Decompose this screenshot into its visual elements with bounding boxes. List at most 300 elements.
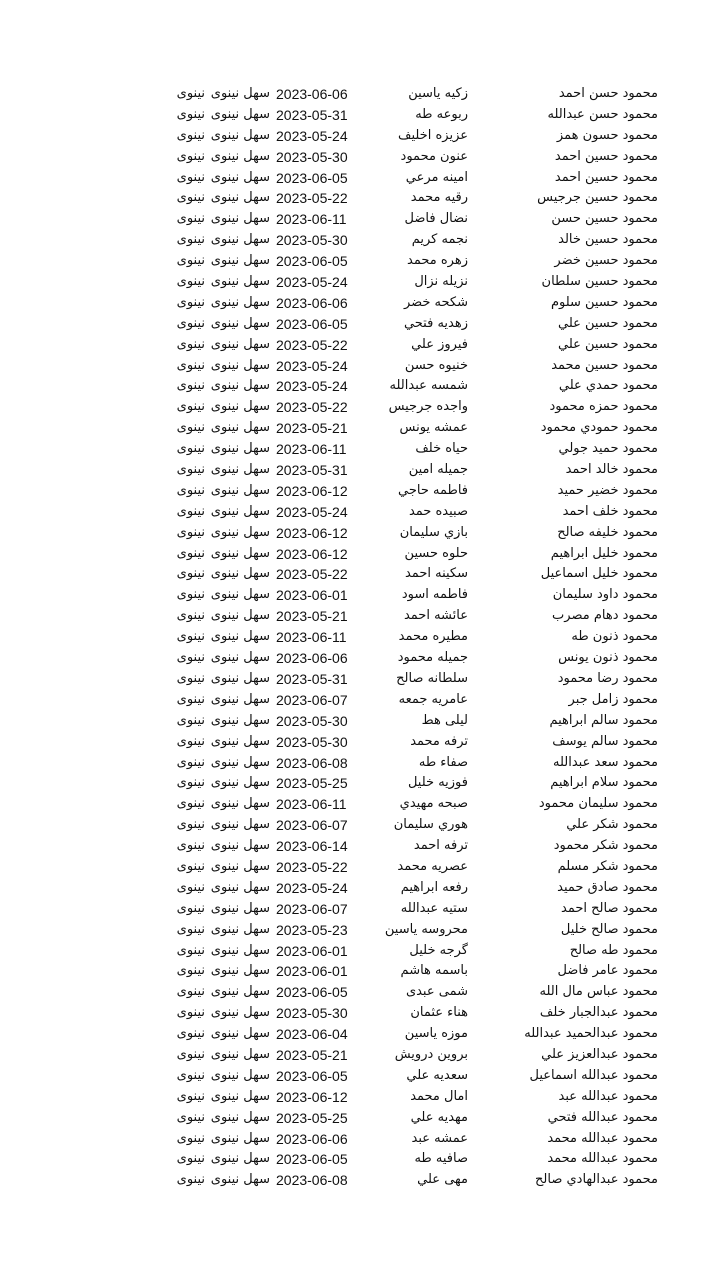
record-date: 2023-06-08 [276,754,348,771]
record-date: 2023-06-05 [276,984,348,1001]
governorate-name: نينوى [176,127,205,143]
governorate-name: نينوى [176,733,205,749]
mother-name: هوري سليمان [393,817,468,833]
governorate-name: نينوى [176,1026,205,1042]
table-row [0,84,720,105]
record-date: 2023-06-05 [276,253,348,270]
person-name: محمود سالم يوسف [552,733,658,749]
person-name: محمود عبدالعزيز علي [541,1046,658,1062]
area-name: سهل نينوى [210,127,270,143]
mother-name: نجمه كريم [411,232,468,248]
mother-name: شكحه خضر [403,294,468,310]
person-name: محمود خضير حميد [557,482,658,498]
record-date: 2023-06-01 [276,963,348,980]
governorate-name: نينوى [176,420,205,436]
mother-name: زهديه فتحي [403,315,468,331]
area-name: سهل نينوى [210,858,270,874]
area-name: سهل نينوى [210,838,270,854]
person-name: محمود حسن احمد [558,86,658,101]
governorate-name: نينوى [176,357,205,373]
mother-name: ستيه عبدالله [400,900,468,916]
table-row [0,899,720,920]
record-date: 2023-06-01 [276,587,348,604]
record-date: 2023-05-24 [276,378,348,395]
mother-name: ترفه احمد [413,838,468,854]
area-name: سهل نينوى [210,1026,270,1042]
record-date: 2023-06-11 [276,211,347,228]
area-name: سهل نينوى [210,399,270,415]
record-date: 2023-06-07 [276,691,348,708]
table-row [0,523,720,544]
table-row [0,1024,720,1045]
person-name: محمود صالح خليل [560,921,658,937]
area-name: سهل نينوى [210,420,270,436]
mother-name: شمى عبدى [405,984,468,1000]
area-name: سهل نينوى [210,190,270,206]
person-name: محمود حسون همز [556,127,658,143]
area-name: سهل نينوى [210,608,270,624]
table-row [0,1087,720,1108]
area-name: سهل نينوى [210,650,270,666]
governorate-name: نينوى [176,691,205,707]
mother-name: ربوعه طه [415,106,468,122]
area-name: سهل نينوى [210,503,270,519]
person-name: محمود شكر محمود [553,838,658,854]
area-name: سهل نينوى [210,587,270,603]
mother-name: باسمه هاشم [400,963,468,979]
table-row [0,690,720,711]
record-date: 2023-06-12 [276,545,348,562]
record-date: 2023-06-05 [276,315,348,332]
record-date: 2023-05-30 [276,148,348,165]
governorate-name: نينوى [176,754,205,770]
governorate-name: نينوى [176,1088,205,1104]
mother-name: فاطمه حاجي [397,482,468,498]
mother-name: زكيه ياسين [408,86,468,101]
person-name: محمود رضا محمود [557,670,658,686]
area-name: سهل نينوى [210,169,270,185]
mother-name: فاطمه اسود [401,587,468,603]
table-row [0,878,720,899]
area-name: سهل نينوى [210,754,270,770]
record-date: 2023-05-24 [276,127,348,144]
record-date: 2023-06-14 [276,838,348,855]
governorate-name: نينوى [176,858,205,874]
person-name: محمود ذنون طه [571,629,658,645]
record-date: 2023-05-22 [276,190,348,207]
person-name: محمود صادق حميد [557,879,658,895]
person-name: محمود خليفه صالح [557,524,658,540]
area-name: سهل نينوى [210,1172,270,1188]
person-name: محمود حسين سلوم [550,294,658,310]
person-name: محمود حسن عبدالله [547,106,658,122]
person-name: محمود حميد جولي [558,441,658,457]
area-name: سهل نينوى [210,545,270,561]
area-name: سهل نينوى [210,670,270,686]
table-row [0,418,720,439]
governorate-name: نينوى [176,462,205,478]
table-row [0,335,720,356]
area-name: سهل نينوى [210,1130,270,1146]
record-date: 2023-05-21 [276,608,348,625]
table-row [0,272,720,293]
record-date: 2023-05-22 [276,399,348,416]
governorate-name: نينوى [176,1067,205,1083]
table-row [0,1045,720,1066]
record-date: 2023-05-24 [276,879,348,896]
mother-name: رقيه محمد [410,190,468,206]
mother-name: حلوه حسين [404,545,468,561]
table-row [0,314,720,335]
mother-name: عامريه جمعه [398,691,468,707]
mother-name: خنيوه حسن [404,357,468,373]
area-name: سهل نينوى [210,1109,270,1125]
governorate-name: نينوى [176,106,205,122]
table-row [0,293,720,314]
mother-name: هناء عثمان [410,1005,468,1021]
record-date: 2023-05-30 [276,232,348,249]
mother-name: فوزيه خليل [407,775,468,791]
governorate-name: نينوى [176,86,205,101]
record-date: 2023-06-11 [276,629,347,646]
governorate-name: نينوى [176,1130,205,1146]
person-name: محمود عامر فاضل [557,963,658,979]
table-row [0,627,720,648]
table-row [0,961,720,982]
table-row [0,1108,720,1129]
governorate-name: نينوى [176,524,205,540]
area-name: سهل نينوى [210,274,270,290]
person-name: محمود حسين احمد [554,148,658,164]
mother-name: واجده جرجيس [388,399,468,415]
person-name: محمود خليل اسماعيل [540,566,658,582]
mother-name: نضال فاضل [404,211,468,227]
table-row [0,544,720,565]
record-date: 2023-06-01 [276,942,348,959]
area-name: سهل نينوى [210,775,270,791]
mother-name: محروسه ياسين [384,921,468,937]
governorate-name: نينوى [176,336,205,352]
area-name: سهل نينوى [210,712,270,728]
table-row [0,1066,720,1087]
person-name: محمود سعد عبدالله [553,754,658,770]
mother-name: عنون محمود [400,148,468,164]
governorate-name: نينوى [176,545,205,561]
governorate-name: نينوى [176,1005,205,1021]
person-name: محمود شكر مسلم [557,858,658,874]
governorate-name: نينوى [176,921,205,937]
governorate-name: نينوى [176,817,205,833]
area-name: سهل نينوى [210,378,270,394]
person-name: محمود عبدالله اسماعيل [529,1067,658,1083]
mother-name: امال محمد [410,1088,468,1104]
area-name: سهل نينوى [210,1067,270,1083]
record-date: 2023-05-25 [276,1109,348,1126]
record-date: 2023-06-12 [276,524,348,541]
governorate-name: نينوى [176,670,205,686]
mother-name: جميله محمود [397,650,468,666]
table-row [0,460,720,481]
mother-name: عائشه احمد [403,608,468,624]
governorate-name: نينوى [176,441,205,457]
table-row [0,982,720,1003]
area-name: سهل نينوى [210,921,270,937]
table-row [0,732,720,753]
table-row [0,105,720,126]
person-name: محمود حسين محمد [551,357,658,373]
record-date: 2023-06-07 [276,817,348,834]
governorate-name: نينوى [176,629,205,645]
record-date: 2023-05-31 [276,462,348,479]
governorate-name: نينوى [176,963,205,979]
governorate-name: نينوى [176,378,205,394]
governorate-name: نينوى [176,900,205,916]
person-name: محمود عبدالله محمد [547,1130,658,1146]
mother-name: امينه مرعي [405,169,468,185]
record-date: 2023-06-08 [276,1172,348,1189]
person-name: محمود عبدالله عبد [558,1088,658,1104]
mother-name: جميله امين [408,462,468,478]
person-name: محمود خليل ابراهيم [550,545,658,561]
governorate-name: نينوى [176,712,205,728]
mother-name: سعديه علي [406,1067,468,1083]
mother-name: صبحه مهيدي [399,796,468,812]
table-row [0,1149,720,1170]
table-row [0,711,720,732]
governorate-name: نينوى [176,274,205,290]
mother-name: رفعه ابراهيم [400,879,468,895]
mother-name: موزه ياسين [404,1026,468,1042]
table-row [0,397,720,418]
mother-name: مطيره محمد [398,629,468,645]
person-name: محمود حمزه محمود [549,399,658,415]
mother-name: صافيه طه [414,1151,468,1167]
governorate-name: نينوى [176,169,205,185]
record-date: 2023-06-04 [276,1026,348,1043]
person-name: محمود حسين خضر [554,253,658,269]
mother-name: فيروز علي [411,336,468,352]
table-row [0,606,720,627]
mother-name: صفاء طه [418,754,468,770]
area-name: سهل نينوى [210,524,270,540]
record-date: 2023-06-12 [276,482,348,499]
record-date: 2023-05-21 [276,420,348,437]
governorate-name: نينوى [176,587,205,603]
record-date: 2023-05-21 [276,1046,348,1063]
governorate-name: نينوى [176,608,205,624]
table-row [0,920,720,941]
table-row [0,1129,720,1150]
person-name: محمود سليمان محمود [538,796,658,812]
record-date: 2023-05-23 [276,921,348,938]
record-date: 2023-06-05 [276,169,348,186]
person-name: محمود حسين علي [558,336,658,352]
record-date: 2023-05-30 [276,1005,348,1022]
person-name: محمود حمدي علي [558,378,658,394]
area-name: سهل نينوى [210,253,270,269]
table-row [0,1003,720,1024]
mother-name: مهديه علي [410,1109,468,1125]
governorate-name: نينوى [176,879,205,895]
mother-name: نزيله نزال [414,274,468,290]
table-row [0,126,720,147]
person-name: محمود عباس مال الله [539,984,658,1000]
table-row [0,753,720,774]
governorate-name: نينوى [176,232,205,248]
governorate-name: نينوى [176,1109,205,1125]
record-date: 2023-05-31 [276,106,348,123]
mother-name: مهى علي [417,1172,468,1188]
record-date: 2023-06-12 [276,1088,348,1105]
table-row [0,439,720,460]
person-name: محمود صالح احمد [561,900,658,916]
area-name: سهل نينوى [210,900,270,916]
table-row [0,481,720,502]
mother-name: عصريه محمد [397,858,468,874]
table-row [0,941,720,962]
record-date: 2023-05-30 [276,733,348,750]
person-name: محمود عبدالله فتحي [547,1109,658,1125]
mother-name: گرجه خليل [409,942,468,958]
record-date: 2023-05-22 [276,336,348,353]
record-date: 2023-06-05 [276,1067,348,1084]
area-name: سهل نينوى [210,733,270,749]
area-name: سهل نينوى [210,1088,270,1104]
table-row [0,669,720,690]
record-date: 2023-05-25 [276,775,348,792]
record-date: 2023-05-22 [276,858,348,875]
record-date: 2023-05-24 [276,357,348,374]
person-name: محمود طه صالح [569,942,658,958]
governorate-name: نينوى [176,775,205,791]
area-name: سهل نينوى [210,796,270,812]
record-date: 2023-05-22 [276,566,348,583]
table-row [0,502,720,523]
governorate-name: نينوى [176,1172,205,1188]
governorate-name: نينوى [176,211,205,227]
record-date: 2023-05-31 [276,670,348,687]
table-row [0,188,720,209]
record-date: 2023-06-06 [276,650,348,667]
area-name: سهل نينوى [210,336,270,352]
person-name: محمود حسين خالد [558,232,658,248]
person-name: محمود عبدالجبار خلف [539,1005,658,1021]
area-name: سهل نينوى [210,1046,270,1062]
mother-name: بازي سليمان [399,524,468,540]
person-name: محمود حسين احمد [554,169,658,185]
person-name: محمود حمودي محمود [540,420,658,436]
area-name: سهل نينوى [210,984,270,1000]
mother-name: حياه خلف [415,441,468,457]
record-date: 2023-06-05 [276,1151,348,1168]
person-name: محمود حسين سلطان [541,274,658,290]
table-row [0,564,720,585]
person-name: محمود عبدالله محمد [547,1151,658,1167]
mother-name: ليلى هط [421,712,468,728]
area-name: سهل نينوى [210,629,270,645]
area-name: سهل نينوى [210,441,270,457]
governorate-name: نينوى [176,942,205,958]
record-date: 2023-06-06 [276,294,348,311]
governorate-name: نينوى [176,796,205,812]
governorate-name: نينوى [176,650,205,666]
person-name: محمود سلام ابراهيم [550,775,658,791]
area-name: سهل نينوى [210,462,270,478]
governorate-name: نينوى [176,1151,205,1167]
governorate-name: نينوى [176,503,205,519]
area-name: سهل نينوى [210,963,270,979]
person-name: محمود زامل جبر [568,691,658,707]
record-date: 2023-05-30 [276,712,348,729]
governorate-name: نينوى [176,1046,205,1062]
mother-name: عمشه يونس [399,420,468,436]
governorate-name: نينوى [176,294,205,310]
governorate-name: نينوى [176,482,205,498]
record-date: 2023-06-11 [276,796,347,813]
person-name: محمود خالد احمد [565,462,658,478]
governorate-name: نينوى [176,399,205,415]
table-row [0,1170,720,1191]
area-name: سهل نينوى [210,211,270,227]
area-name: سهل نينوى [210,86,270,101]
person-name: محمود حسين علي [558,315,658,331]
area-name: سهل نينوى [210,942,270,958]
mother-name: شمسه عبدالله [389,378,468,394]
mother-name: عزيزه اخليف [398,127,468,143]
record-date: 2023-06-07 [276,900,348,917]
table-row [0,857,720,878]
table-row [0,836,720,857]
mother-name: زهره محمد [407,253,468,269]
mother-name: صبيده حمد [408,503,468,519]
record-date: 2023-06-11 [276,441,347,458]
area-name: سهل نينوى [210,148,270,164]
governorate-name: نينوى [176,566,205,582]
record-date: 2023-06-06 [276,86,348,102]
person-name: محمود عبدالهادي صالح [535,1172,658,1188]
person-name: محمود ذنون يونس [558,650,658,666]
area-name: سهل نينوى [210,1151,270,1167]
table-row [0,773,720,794]
area-name: سهل نينوى [210,232,270,248]
table-row [0,356,720,377]
table-row [0,648,720,669]
area-name: سهل نينوى [210,106,270,122]
records-list [0,84,720,1191]
area-name: سهل نينوى [210,482,270,498]
person-name: محمود داود سليمان [552,587,658,603]
record-date: 2023-05-24 [276,274,348,291]
person-name: محمود عبدالحميد عبدالله [524,1026,658,1042]
table-row [0,815,720,836]
record-date: 2023-06-06 [276,1130,348,1147]
area-name: سهل نينوى [210,566,270,582]
area-name: سهل نينوى [210,294,270,310]
area-name: سهل نينوى [210,357,270,373]
person-name: محمود شكر علي [566,817,658,833]
person-name: محمود حسين حسن [551,211,658,227]
table-row [0,230,720,251]
table-row [0,168,720,189]
table-row [0,794,720,815]
governorate-name: نينوى [176,253,205,269]
table-row [0,209,720,230]
governorate-name: نينوى [176,148,205,164]
area-name: سهل نينوى [210,879,270,895]
governorate-name: نينوى [176,838,205,854]
table-row [0,585,720,606]
mother-name: سكينه احمد [404,566,468,582]
